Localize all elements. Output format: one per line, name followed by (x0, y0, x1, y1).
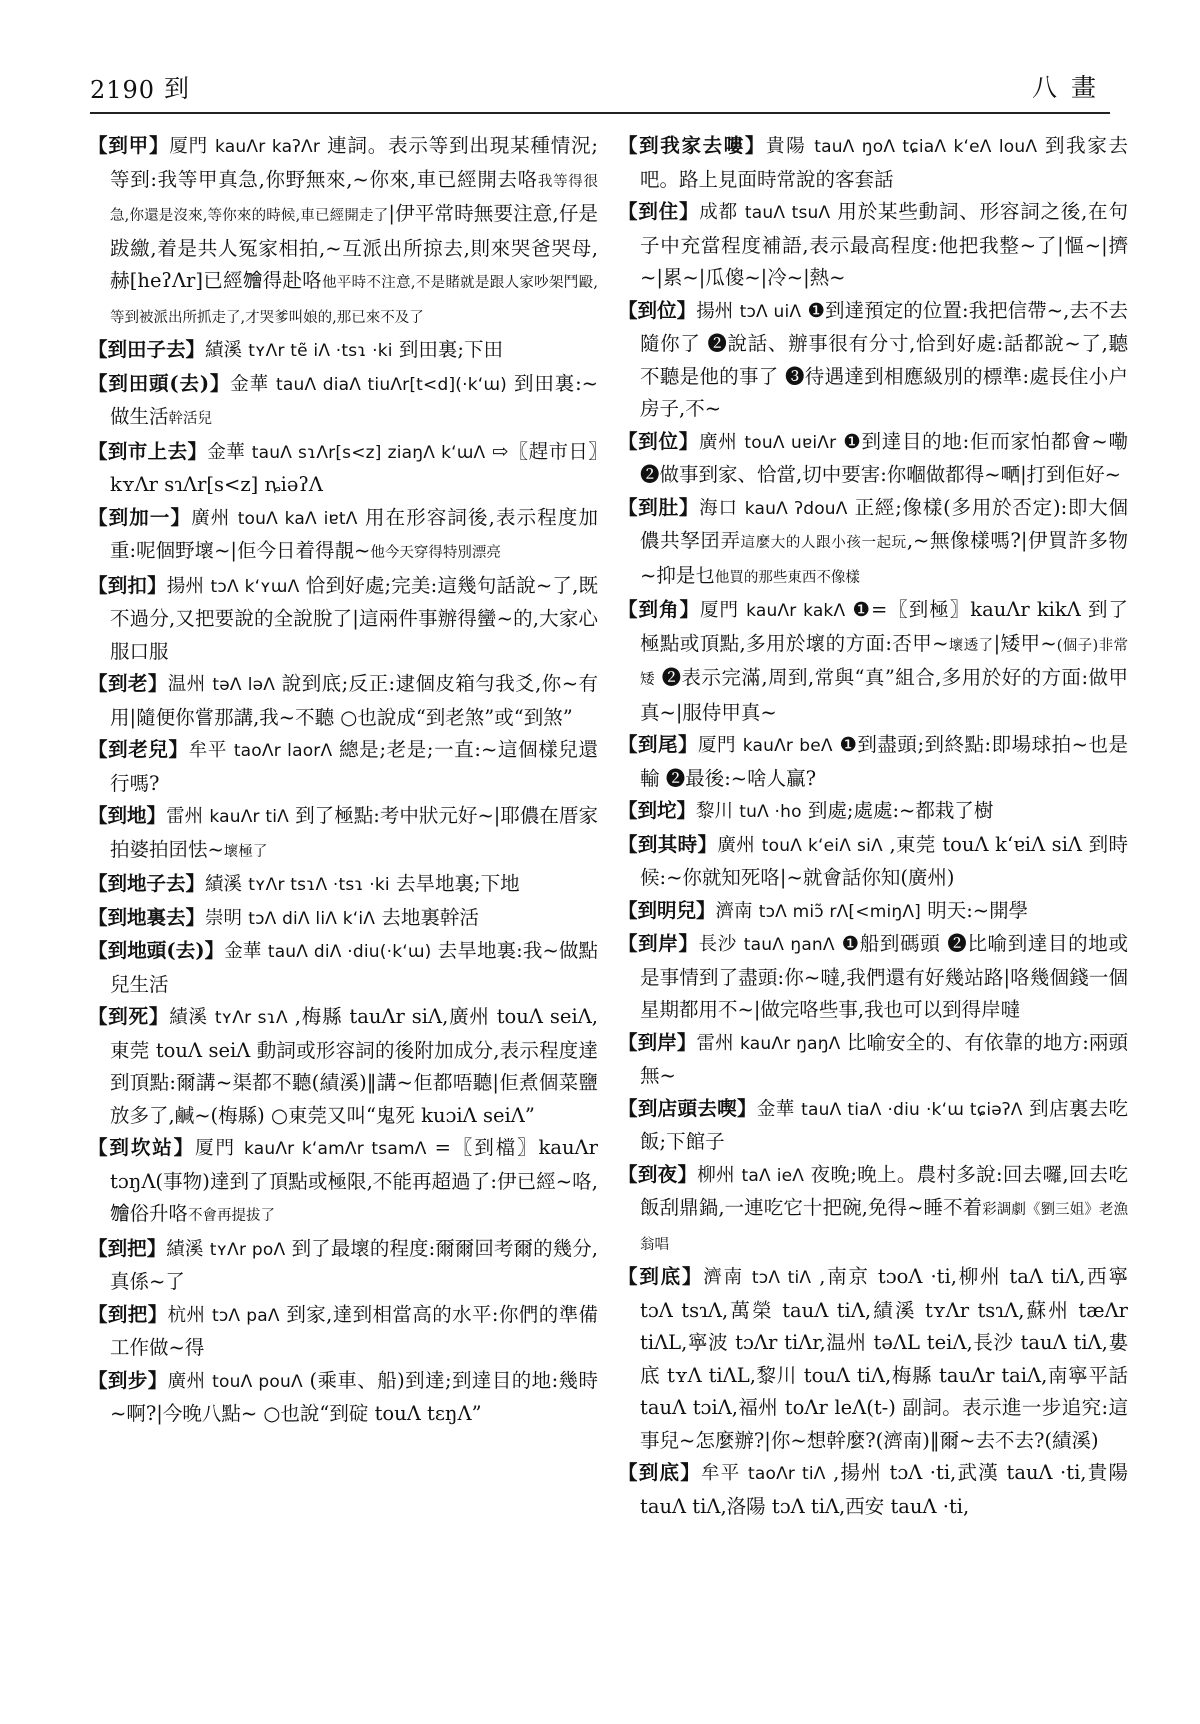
entry-location: 廣州 (191, 507, 231, 529)
entry-headword: 【到步】 (88, 1368, 168, 1392)
entry-definition: =〖到檔〗kauɅr tɔŋɅ(事物)達到了頂點或極限,不能再超過了:伊已經~咯,𣍐俗升咯 (110, 1136, 598, 1225)
entry-headword: 【到市上去】 (88, 439, 208, 463)
entry-phonetic: təɅ ləɅ (212, 675, 276, 695)
entry-headword: 【到老】 (88, 672, 168, 695)
dictionary-entry (88, 902, 598, 936)
entry-location: 金華 (224, 941, 262, 962)
entry-headword: 【到角】 (618, 598, 700, 621)
entry-location: 黎川 (696, 801, 734, 822)
entry-location: 牟平 (701, 1463, 741, 1484)
running-headword: 到 (164, 74, 190, 103)
entry-headword: 【到田頭(去)】 (88, 371, 231, 395)
entry-location: 揚州 (166, 575, 205, 597)
dictionary-entry (618, 1457, 1128, 1523)
entry-phonetic: tʏɅr tẽ iɅ ·tsɿ ·ki (248, 341, 393, 361)
dictionary-entry (618, 196, 1128, 295)
entry-definition: 說到底;反正:逮個皮箱勻我爻,你~有用|隨便你嘗那講,我~不聽 ○也說成“到老煞”或“到煞” (110, 672, 598, 729)
entry-phonetic: tʏɅr poɅ (209, 1239, 286, 1260)
entry-gloss: (個子)非常矮 (640, 637, 1128, 688)
entry-definition: 到店裏去吃飯;下館子 (640, 1096, 1128, 1153)
entry-definition: 到家,達到相當高的水平:你們的準備工作做~得 (110, 1302, 598, 1359)
entry-location: 廣州 (167, 1370, 206, 1392)
entry-definition: ,南京 tɔoɅ ·ti,柳州 taɅ tiɅ,西寧 tɔɅ tsɿɅ,萬榮 tauɅ tiɅ,績溪 tʏɅr tsɿɅ,蘇州 tæɅr tiɅL,寧波 tɔɅr tiɅr,温州 təɅL teiɅ,長沙 tauɅ tiɅ,婁底 tʏɅ tiɅL,黎川 touɅ tiɅ,梅縣 tauɅr taiɅ,南寧平話 tauɅ tɔiɅ,福州 toɅr leɅ(t-) 副詞。表示進一步追究:這事兒~怎麼辦?|你~想幹麼?(濟南)‖爾~去不去?(績溪) (640, 1265, 1128, 1452)
dictionary-entry (618, 729, 1128, 795)
right-column (618, 130, 1128, 1690)
entry-definition: ❶到達預定的位置:我把信帶~,去不去隨你了 ❷說話、辦事很有分寸,恰到好處:話都說~了,聽不聽是他的事了 ❸待遇達到相應級別的標準:處長住小户房子,不~ (640, 298, 1128, 420)
entry-phonetic: tɔɅ kʻʏɯɅ (210, 576, 300, 597)
entry-phonetic: touɅ uɐiɅr (744, 432, 837, 453)
entry-definition: 到處;處處:~都栽了樹 (807, 799, 994, 822)
entry-definition: ,梅縣 tauɅr siɅ,廣州 touɅ seiɅ,東莞 touɅ seiɅ 動詞或形容詞的後附加成分,表示程度達到頂點:爾講~渠都不聽(績溪)‖講~佢都唔聽|佢煮個菜鹽放多了,鹹~(梅縣) ○東莞又叫“鬼死 kuɔiɅ seiɅ” (110, 1005, 598, 1127)
entry-location: 雷州 (166, 806, 204, 827)
dictionary-entry (618, 1261, 1128, 1457)
entry-definition: 到田裏;下田 (398, 338, 503, 361)
entry-headword: 【到老兒】 (88, 738, 189, 761)
entry-phonetic: tɔɅ uiɅ (739, 301, 802, 322)
entry-phonetic: kauɅr kakɅ (746, 601, 846, 621)
entry-gloss: 壞透了 (948, 637, 994, 654)
entry-headword: 【到位】 (618, 298, 697, 322)
entry-headword: 【到底】 (618, 1461, 702, 1484)
entry-phonetic: kauɅr kaʔɅr (215, 137, 321, 157)
entry-location: 厦門 (699, 600, 739, 621)
entry-headword: 【到地裏去】 (88, 905, 206, 929)
entry-location: 長沙 (698, 934, 737, 955)
dictionary-entry (88, 1233, 598, 1299)
entry-location: 績溪 (205, 874, 243, 895)
entry-phonetic: kauɅr ŋaŋɅ (740, 1033, 841, 1054)
entry-location: 廣州 (717, 834, 756, 856)
entry-phonetic: tauɅ tiaɅ ·diu ·kʻɯ tɕiəʔɅ (801, 1099, 1023, 1120)
entry-phonetic: kauɅr kʻamɅr tsamɅ (244, 1139, 427, 1159)
entry-headword: 【到我家去嘍】 (618, 134, 767, 157)
entry-definition: 總是;老是;一直:~這個樣兒還行嗎? (110, 738, 598, 795)
entry-headword: 【到把】 (88, 1236, 167, 1260)
entry-definition: (乘車、船)到達;到達目的地:幾時~啊?|今晚八點~ ○也說“到碇 touɅ tɛŋɅ” (110, 1368, 598, 1425)
entry-gloss: 他買的那些東西不像樣 (714, 569, 860, 586)
entry-phonetic: tauɅ ŋoɅ tɕiaɅ kʻeɅ louɅ (814, 137, 1038, 157)
entry-headword: 【到肚】 (618, 495, 700, 519)
entry-gloss: 彩調劇《劉三姐》老漁翁唱 (640, 1202, 1128, 1253)
entry-headword: 【到尾】 (618, 733, 699, 756)
dictionary-entry (88, 502, 598, 570)
entry-headword: 【到加一】 (88, 505, 192, 529)
entry-headword: 【到坎站】 (88, 1136, 196, 1159)
entry-definition: 去旱地裏;下地 (396, 872, 520, 895)
dictionary-entry (618, 130, 1128, 196)
entry-location: 揚州 (696, 300, 734, 322)
entry-phonetic: tɔɅ miɔ̃ rɅ[<miŋɅ] (758, 901, 922, 922)
entry-definition: 恰到好處;完美:這幾句話說~了,既不過分,又把要說的全說脫了|這兩件事辦得蠻~的,大家心服口服 (110, 573, 598, 663)
entry-headword: 【到岸】 (618, 1030, 697, 1054)
entry-phonetic: tɔɅ diɅ liɅ kʻiɅ (248, 908, 376, 929)
entry-phonetic: taoɅr tiɅ (748, 1464, 826, 1484)
dictionary-entry (618, 492, 1128, 595)
entry-definition: 去旱地裏:我~做點兒生活 (110, 939, 598, 996)
dictionary-columns (88, 130, 1128, 1690)
entry-phonetic: taoɅr laorɅ (233, 741, 333, 761)
entry-phonetic: touɅ kaɅ iɐtɅ (237, 508, 358, 529)
section-label: 八畫 (1031, 73, 1110, 102)
dictionary-entry (618, 295, 1128, 426)
entry-definition: 正經;像樣(多用於否定):即大個儂共孥囝弄 (640, 495, 1128, 552)
entry-definition: ⇨〖趕市日〗kʏɅr sɿɅr[s<z] ȵiəʔɅ (110, 439, 598, 496)
dictionary-entry (88, 868, 598, 902)
dictionary-entry (618, 426, 1128, 492)
entry-definition: ❶到達目的地:佢而家怕都會~嘞 ❷做事到家、恰當,切中要害:你嗰做都得~嗮|打到佢好~ (640, 429, 1128, 486)
entry-definition: 到我家去吧。路上見面時常說的客套話 (640, 134, 1128, 191)
dictionary-entry (88, 800, 598, 868)
entry-location: 金華 (230, 373, 269, 395)
entry-location: 廣州 (698, 431, 738, 453)
entry-phonetic: tɔɅ tiɅ (751, 1268, 812, 1288)
entry-definition-cont: ,~無像樣嗎?|伊買許多物~抑是乜 (640, 529, 1128, 587)
entry-location: 柳州 (697, 1164, 735, 1186)
entry-headword: 【到店頭去喫】 (618, 1096, 757, 1120)
entry-location: 濟南 (703, 1267, 744, 1288)
entry-location: 績溪 (205, 340, 243, 361)
entry-headword: 【到地】 (88, 804, 167, 827)
entry-phonetic: tuɅ ·ho (739, 802, 802, 822)
page-number: 2190 (90, 76, 156, 104)
entry-definition: ❶=〖到極〗kauɅr kikɅ 到了極點或頂點,多用於壞的方面:否甲~ (640, 598, 1128, 655)
entry-location: 濟南 (715, 900, 753, 922)
entry-location: 金華 (756, 1098, 795, 1120)
dictionary-entry (88, 668, 598, 734)
dictionary-entry (88, 1132, 598, 1233)
dictionary-entry (618, 895, 1128, 929)
dictionary-entry (88, 734, 598, 800)
entry-location: 績溪 (166, 1238, 204, 1260)
entry-headword: 【到死】 (88, 1005, 170, 1028)
entry-definition: 到田裏:~做生活 (110, 371, 598, 428)
entry-definition: ,揚州 tɔɅ ·ti,武漢 tauɅ ·ti,貴陽 tauɅ tiɅ,洛陽 tɔɅ tiɅ,西安 tauɅ ·ti, (640, 1461, 1128, 1518)
entry-phonetic: tʏɅr sɿɅ (214, 1008, 288, 1028)
entry-gloss: 不會再提拔了 (188, 1208, 276, 1224)
entry-headword: 【到住】 (618, 200, 700, 223)
entry-headword: 【到甲】 (88, 134, 170, 157)
entry-gloss: 壞極了 (223, 843, 268, 860)
dictionary-entry (88, 130, 598, 334)
entry-headword: 【到坨】 (618, 799, 697, 822)
dictionary-entry (618, 594, 1128, 729)
entry-phonetic: tauɅ diaɅ tiuɅr[t<d](·kʻɯ) (276, 374, 507, 395)
entry-headword: 【到把】 (88, 1302, 168, 1326)
entry-gloss: 他平時不注意,不是賭就是跟人家吵架鬥毆,等到被派出所抓走了,才哭爹叫娘的,那已來不及了 (110, 275, 598, 326)
entry-headword: 【到其時】 (618, 832, 718, 856)
entry-headword: 【到明兒】 (618, 898, 716, 922)
entry-definition-cont: |矮甲~ (993, 631, 1057, 655)
dictionary-entry (88, 935, 598, 1001)
dictionary-entry (88, 1299, 598, 1365)
dictionary-entry (88, 368, 598, 436)
entry-headword: 【到底】 (618, 1265, 704, 1288)
entry-definition: 去地裏幹活 (381, 905, 479, 929)
entry-definition: ,東莞 touɅ kʻɐiɅ siɅ 到時候:~你就知死咯|~就會話你知(廣州) (640, 832, 1128, 889)
entry-gloss: 他今天穿得特別漂亮 (370, 545, 501, 561)
entry-headword: 【到地子去】 (88, 872, 206, 895)
entry-definition: 夜晚;晚上。農村多說:回去囉,回去吃飯刮鼎鍋,一連吃它十把碗,免得~睡不着 (640, 1162, 1128, 1219)
entry-phonetic: tauɅ tsuɅ (744, 203, 831, 223)
entry-gloss: 這麼大的人跟小孩一起玩 (740, 535, 907, 551)
entry-definition: ❶船到碼頭 ❷比喻到達目的地或是事情到了盡頭:你~噠,我們還有好幾站路|咯幾個錢一個星期都用不~|做完咯些事,我也可以到得岸噠 (640, 932, 1128, 1021)
entry-phonetic: tauɅ sɿɅr[s<z] ziaŋɅ kʻɯɅ (251, 442, 486, 463)
entry-gloss: 我等得很急,你還是沒來,等你來的時候,車已經開走了 (110, 173, 598, 224)
entry-location: 厦門 (195, 1138, 236, 1159)
entry-phonetic: kauɅr beɅ (742, 736, 833, 756)
entry-headword: 【到地頭(去)】 (88, 939, 225, 962)
entry-location: 金華 (207, 441, 246, 463)
entry-phonetic: touɅ kʻeiɅ siɅ (761, 835, 883, 856)
entry-phonetic: touɅ pouɅ (212, 1371, 303, 1392)
dictionary-entry (88, 436, 598, 502)
entry-location: 温州 (167, 674, 206, 695)
entry-gloss: 幹活兒 (168, 411, 213, 427)
entry-location: 績溪 (169, 1007, 208, 1028)
dictionary-entry (618, 1159, 1128, 1262)
entry-definition: 明天:~開學 (927, 898, 1029, 922)
entry-headword: 【到扣】 (88, 573, 167, 597)
entry-location: 貴陽 (766, 136, 807, 157)
entry-headword: 【到夜】 (618, 1162, 698, 1186)
dictionary-entry (618, 829, 1128, 895)
entry-headword: 【到位】 (618, 429, 699, 453)
entry-phonetic: kauɅ ʔdouɅ (744, 498, 848, 519)
entry-definition: 連詞。表示等到出現某種情況;等到:我等甲真急,你野無來,~你來,車已經開去咯 (110, 134, 598, 191)
dictionary-entry (618, 1027, 1128, 1093)
entry-definition: 比喻安全的、有依靠的地方:兩頭無~ (640, 1030, 1128, 1087)
entry-phonetic: tauɅ diɅ ·diu(·kʻɯ) (267, 942, 432, 962)
entry-definition: 到了極點:考中狀元好~|耶儂在厝家拍婆拍囝怯~ (110, 804, 598, 861)
entry-headword: 【到岸】 (618, 932, 699, 955)
entry-location: 海口 (699, 497, 738, 519)
entry-phonetic: taɅ ieɅ (741, 1165, 805, 1186)
entry-location: 成都 (699, 202, 738, 223)
entry-location: 崇明 (205, 907, 243, 929)
entry-location: 厦門 (698, 735, 737, 756)
dictionary-entry (618, 795, 1128, 829)
left-column (88, 130, 598, 1690)
dictionary-entry (88, 1365, 598, 1431)
entry-phonetic: kauɅr tiɅ (209, 807, 289, 827)
entry-definition: 用於某些動詞、形容詞之後,在句子中充當程度補語,表示最高程度:他把我整~了|慪~|擠~|累~|瓜傻~|冷~|熱~ (640, 200, 1128, 289)
entry-definition: ❶到盡頭;到終點:即場球拍~也是輸 ❷最後:~啥人贏? (640, 733, 1128, 790)
dictionary-entry (618, 1093, 1128, 1159)
dictionary-entry (618, 928, 1128, 1027)
page-header (90, 68, 1110, 114)
entry-location: 牟平 (188, 740, 227, 761)
dictionary-entry (88, 334, 598, 368)
entry-phonetic: tauɅ ŋanɅ (743, 935, 835, 955)
dictionary-entry (88, 570, 598, 669)
entry-phonetic: tʏɅr tsɿɅ ·tsɿ ·ki (248, 875, 390, 895)
entry-definition-cont: |伊平常時無要注意,仔是跋繳,着是共人冤家相拍,~互派出所掠去,則來哭爸哭母,赫[heʔɅr]已經𣍐得赴咯 (110, 202, 598, 292)
entry-location: 厦門 (169, 136, 208, 157)
dictionary-entry (88, 1001, 598, 1132)
entry-definition-cont: ❷表示完滿,周到,常與“真”組合,多用於好的方面:做甲真~|服侍甲真~ (640, 666, 1128, 724)
entry-location: 雷州 (696, 1032, 734, 1054)
entry-definition: 用在形容詞後,表示程度加重:呢個野壞~|佢今日着得靚~ (110, 505, 598, 562)
entry-location: 杭州 (167, 1304, 206, 1326)
entry-phonetic: tɔɅ paɅ (212, 1305, 280, 1326)
entry-headword: 【到田子去】 (88, 338, 206, 361)
entry-definition: 到了最壞的程度:爾爾回考爾的幾分,真係~了 (110, 1236, 598, 1293)
